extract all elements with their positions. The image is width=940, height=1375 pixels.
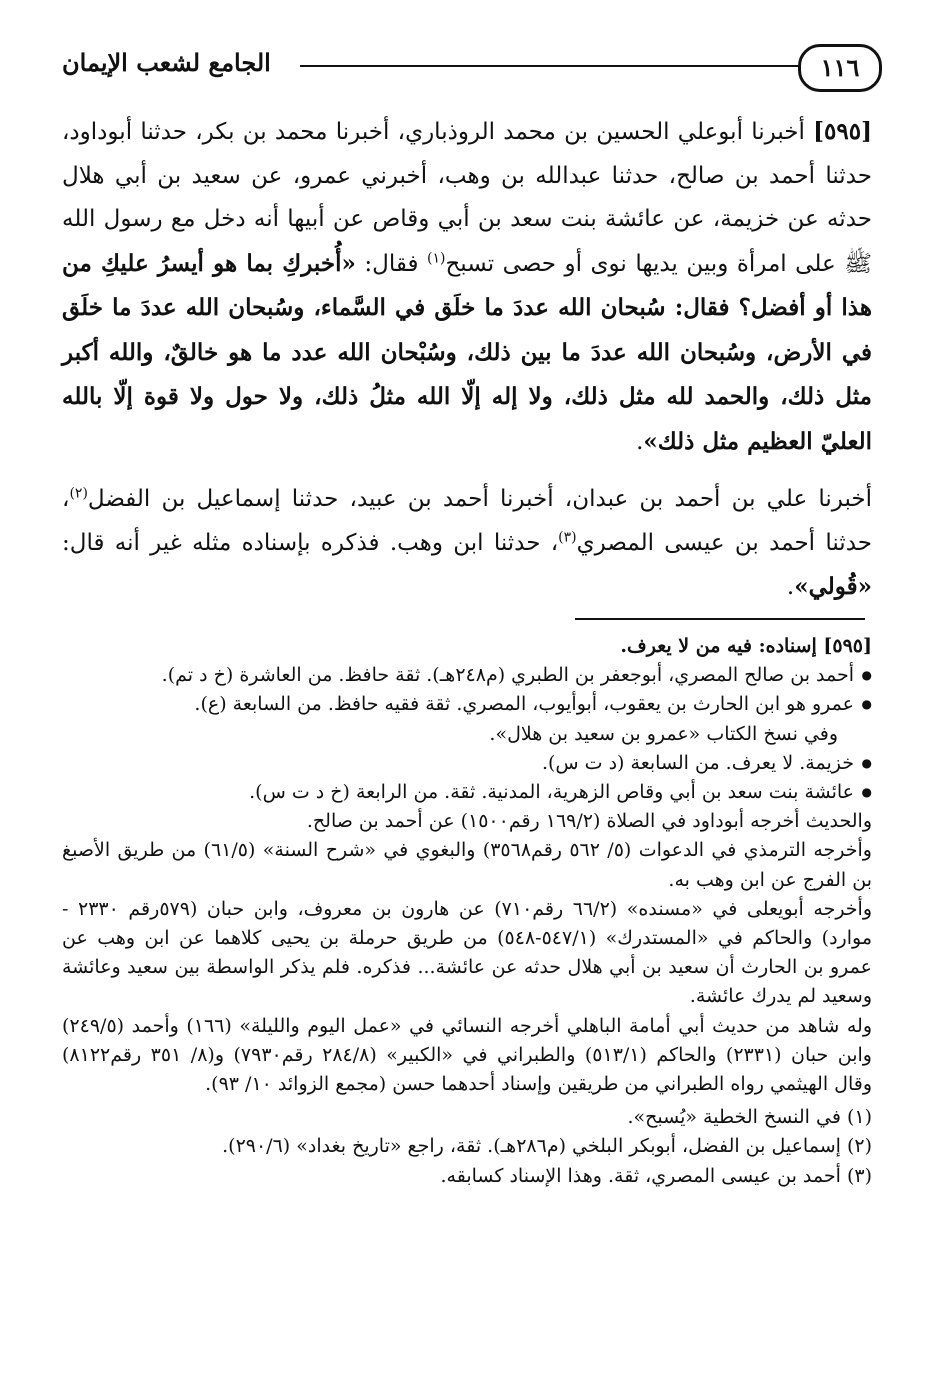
narrator-variant-note: وفي نسخ الكتاب «عمرو بن سعيد بن هلال». bbox=[489, 722, 838, 745]
narrator-item: ● أحمد بن صالح المصري، أبوجعفر بن الطبري (م٢٤٨هـ). ثقة حافظ. من العاشرة (خ د تم). bbox=[62, 661, 872, 690]
page-number: ١١٦ bbox=[798, 44, 882, 92]
second-chain-paragraph bbox=[62, 478, 872, 610]
hadith-qala: فقال: bbox=[355, 250, 427, 277]
book-title: الجامع لشعب الإيمان bbox=[62, 48, 271, 77]
footnote-separator bbox=[575, 618, 865, 620]
footnote-3: (٣) أحمد بن عيسى المصري، ثقة. وهذا الإسناد كسابقه. bbox=[440, 1164, 872, 1187]
takhrij-paragraph: وأخرجه أبويعلى في «مسنده» (٦٦/٢ رقم٧١٠) عن هارون بن معروف، وابن حبان (٥٧٩رقم ٢٣٣٠ - موارد) والحاكم في «المستدرك» (٥٤٧/١-٥٤٨) من طريق حرملة بن يحيى كلاهما عن ابن وهب عن عمرو بن الحارث أن سعيد بن أبي هلال حدثه عن عائشة... فذكره. فلم يذكر الواسطة بين سعيد وعائشة وسعيد لم يدرك عائشة. bbox=[62, 897, 873, 1008]
second-chain-part2: ، حدثنا أحمد بن عيسى المصري bbox=[62, 486, 872, 556]
hadith-number: [٥٩٥] bbox=[813, 118, 872, 145]
footnote-ref-1: (١) bbox=[426, 249, 446, 266]
footnote-ref-2: (٢) bbox=[69, 485, 88, 502]
page-header bbox=[62, 44, 882, 96]
narrator-item: ● خزيمة. لا يعرف. من السابعة (د ت س). bbox=[62, 749, 872, 778]
takhrij-paragraph: والحديث أخرجه أبوداود في الصلاة (١٦٩/٢ رقم١٥٠٠) عن أحمد بن صالح. bbox=[306, 810, 872, 833]
header-rule bbox=[300, 65, 800, 67]
footnotes bbox=[62, 1103, 872, 1191]
notes-heading: [٥٩٥] إسناده: فيه من لا يعرف. bbox=[620, 635, 872, 657]
main-text bbox=[62, 110, 872, 610]
second-chain-part3: ، حدثنا ابن وهب. فذكره بإسناده مثله غير أنه قال: bbox=[62, 529, 559, 556]
second-chain-end: . bbox=[786, 574, 795, 600]
narrator-list bbox=[62, 749, 872, 807]
second-chain-part1: أخبرنا علي بن أحمد بن عبدان، أخبرنا أحمد بن عبيد، حدثنا إسماعيل بن الفضل bbox=[87, 486, 872, 512]
footnote-1: (١) في النسخ الخطية «يُسبح». bbox=[627, 1106, 872, 1129]
hadith-end: . bbox=[636, 428, 644, 455]
hadith-matn: «أُخبركِ بما هو أيسرُ عليكِ من هذا أو أفضل؟ فقال: سُبحان الله عددَ ما خلَق في السَّماء، وسُبحان الله عددَ ما خلَق في الأرض، وسُبحان الله عددَ ما بين ذلك، وسُبْحان الله عدد ما هو خالقٌ، والله أكبر مثل ذلك، والحمد لله مثل ذلك، ولا إله إلّا الله مثلُ ذلك، ولا حول ولا قوة إلّا بالله العليّ العظيم مثل ذلك» bbox=[62, 249, 872, 455]
notes-section bbox=[62, 632, 872, 1191]
narrator-item: ● عائشة بنت سعد بن أبي وقاص الزهرية، المدنية. ثقة. من الرابعة (خ د ت س). bbox=[62, 778, 872, 807]
hadith-isnad: أخبرنا أبوعلي الحسين بن محمد الروذباري، أخبرنا محمد بن بكر، حدثنا أبوداود، حدثنا أحمد بن صالح، حدثنا عبدالله بن وهب، أخبرني عمرو، عن سعيد بن أبي هلال حدثه عن خزيمة، عن عائشة بنت سعد بن أبي وقاص عن أبيها أنه دخل مع رسول الله ﷺ على امرأة وبين يديها نوى أو حصى تسبح bbox=[62, 119, 872, 277]
second-chain-quote: «قُولي» bbox=[794, 573, 872, 600]
hadith-paragraph bbox=[62, 110, 872, 464]
takhrij-paragraph: وله شاهد من حديث أبي أمامة الباهلي أخرجه النسائي في «عمل اليوم والليلة» (١٦٦) وأحمد (٢٤٩/٥) وابن حبان (٢٣٣١) والحاكم (٥١٣/١) والطبراني في «الكبير» (٢٨٤/٨ رقم٧٩٣٠) و(٨/ ٣٥١ رقم٨١٢٢) وقال الهيثمي رواه الطبراني من طريقين وإسناد أحدهما حسن (مجمع الزوائد ١٠/ ٩٣). bbox=[62, 1014, 873, 1096]
narrator-item: ● عمرو هو ابن الحارث بن يعقوب، أبوأيوب، المصري. ثقة فقيه حافظ. من السابعة (ع). bbox=[62, 690, 872, 719]
footnote-2: (٢) إسماعيل بن الفضل، أبوبكر البلخي (م٢٨٦هـ). ثقة، راجع «تاريخ بغداد» (٢٩٠/٦). bbox=[222, 1135, 872, 1158]
narrator-list bbox=[62, 661, 872, 719]
takhrij-paragraph: وأخرجه الترمذي في الدعوات (٥/ ٥٦٢ رقم٣٥٦٨) والبغوي في «شرح السنة» (٦١/٥) من طريق الأصبغ بن الفرج عن ابن وهب به. bbox=[62, 839, 872, 891]
footnote-ref-3: (٣) bbox=[558, 528, 577, 545]
